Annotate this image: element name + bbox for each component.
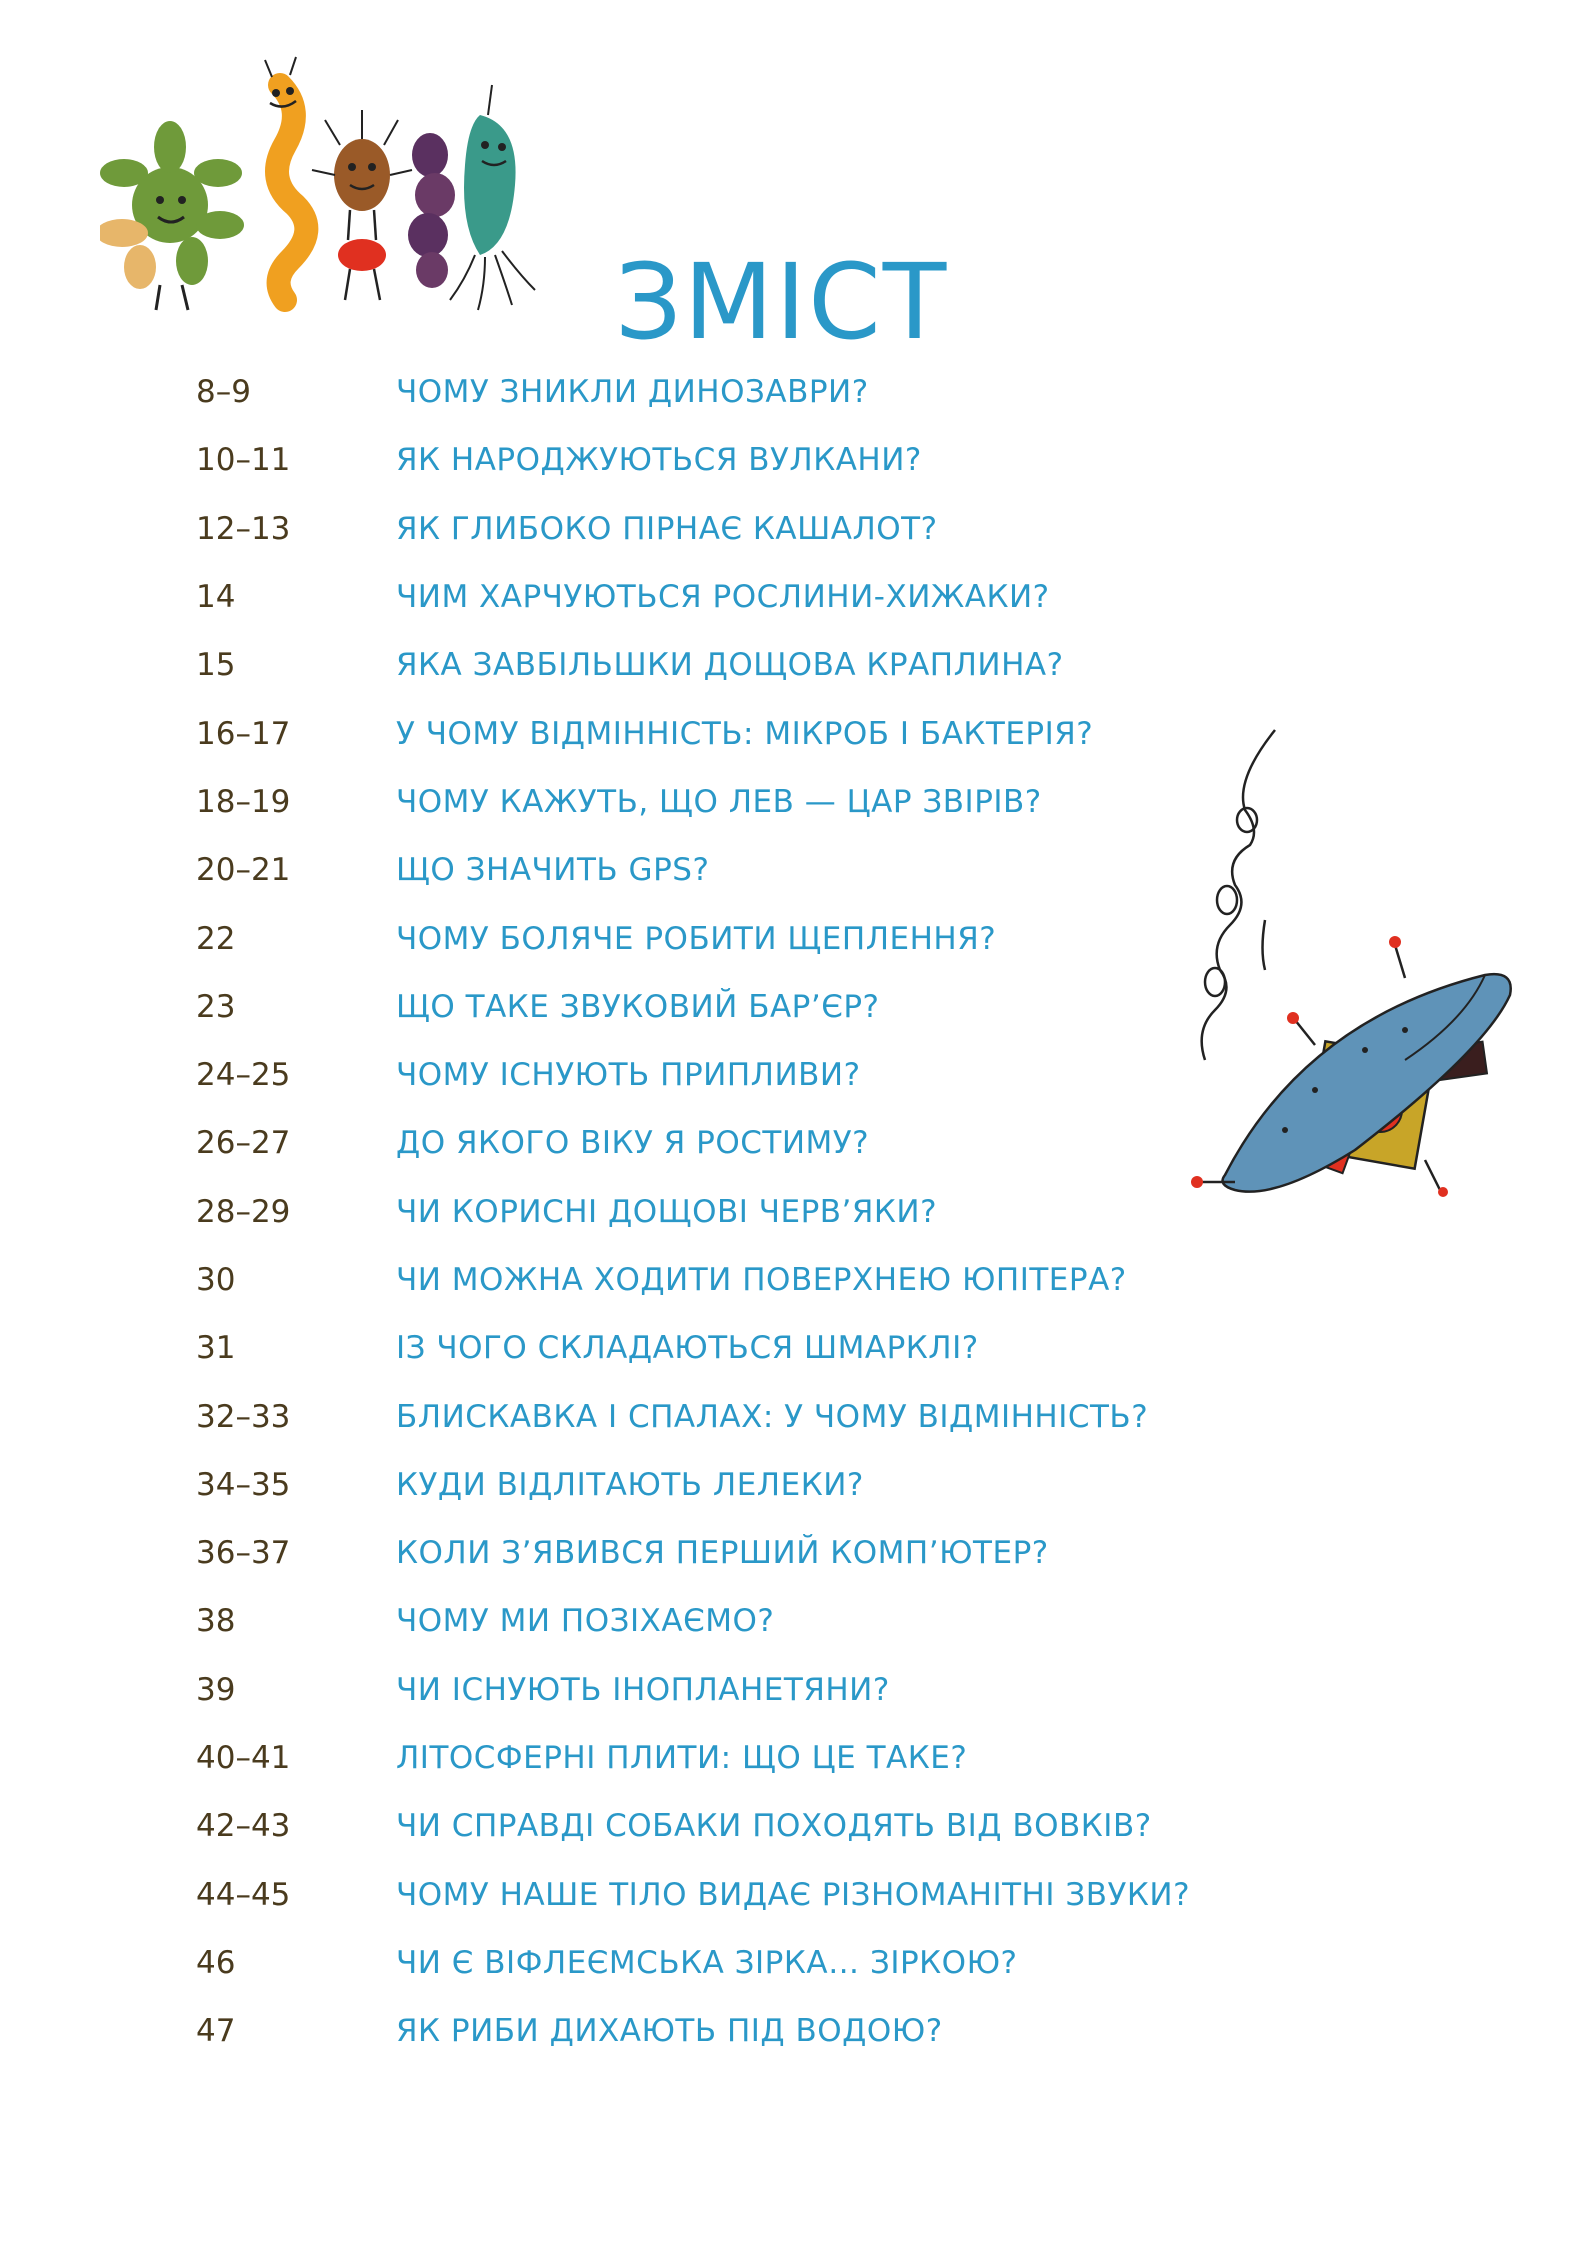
toc-page-number: 46 — [196, 1944, 236, 1981]
toc-row[interactable] — [196, 699, 1190, 767]
toc-question[interactable]: ЧОМУ БОЛЯЧЕ РОБИТИ ЩЕПЛЕННЯ? — [396, 920, 997, 957]
toc-page-number: 30 — [196, 1262, 236, 1298]
toc-row[interactable] — [196, 1997, 1190, 2065]
brown-microbe-icon — [312, 110, 412, 300]
toc-row[interactable] — [196, 836, 1190, 904]
toc-question[interactable]: ЯКА ЗАВБІЛЬШКИ ДОЩОВА КРАПЛИНА? — [396, 647, 1064, 684]
toc-row[interactable] — [196, 495, 1190, 563]
toc-row[interactable] — [196, 1861, 1190, 1929]
toc-question[interactable]: БЛИСКАВКА І СПАЛАХ: У ЧОМУ ВІДМІННІСТЬ? — [396, 1398, 1149, 1435]
toc-row[interactable] — [196, 1656, 1190, 1724]
toc-question[interactable]: ДО ЯКОГО ВІКУ Я РОСТИМУ? — [396, 1125, 870, 1162]
toc-page-number: 26–27 — [196, 1125, 291, 1162]
toc-page-number: 22 — [196, 920, 236, 957]
microbes-illustration-icon — [100, 55, 540, 325]
toc-row[interactable] — [196, 1246, 1190, 1314]
toc-question[interactable]: ЯК РИБИ ДИХАЮТЬ ПІД ВОДОЮ? — [396, 2013, 943, 2050]
toc-row[interactable] — [196, 1178, 1190, 1246]
toc-question[interactable]: ЧОМУ НАШЕ ТІЛО ВИДАЄ РІЗНОМАНІТНІ ЗВУКИ? — [396, 1876, 1191, 1913]
toc-row[interactable] — [196, 1587, 1190, 1655]
orange-worm-icon — [265, 57, 306, 300]
toc-page-number: 24–25 — [196, 1057, 291, 1094]
toc-question[interactable]: ЧИМ ХАРЧУЮТЬСЯ РОСЛИНИ-ХИЖАКИ? — [396, 579, 1050, 616]
toc-question[interactable]: ЧОМУ ЗНИКЛИ ДИНОЗАВРИ? — [396, 374, 869, 411]
toc-page-number: 47 — [196, 2013, 236, 2050]
toc-row[interactable] — [196, 426, 1190, 494]
toc-question[interactable]: ЧИ ІСНУЮТЬ ІНОПЛАНЕТЯНИ? — [396, 1671, 890, 1708]
toc-row[interactable] — [196, 1792, 1190, 1860]
toc-question[interactable]: КОЛИ З’ЯВИВСЯ ПЕРШИЙ КОМП’ЮТЕР? — [396, 1535, 1049, 1572]
toc-page-number: 40–41 — [196, 1740, 291, 1777]
flying-saucer-illustration-icon — [1165, 720, 1525, 1200]
toc-row[interactable] — [196, 973, 1190, 1041]
toc-page-number: 39 — [196, 1671, 236, 1708]
toc-question[interactable]: ЧИ СПРАВДІ СОБАКИ ПОХОДЯТЬ ВІД ВОВКІВ? — [396, 1808, 1152, 1845]
toc-page-number: 31 — [196, 1330, 236, 1367]
toc-question[interactable]: ЧОМУ ІСНУЮТЬ ПРИПЛИВИ? — [396, 1057, 861, 1094]
toc-page-number: 36–37 — [196, 1535, 291, 1572]
toc-row[interactable] — [196, 631, 1190, 699]
toc-question[interactable]: ЛІТОСФЕРНІ ПЛИТИ: ЩО ЦЕ ТАКЕ? — [396, 1740, 968, 1777]
toc-row[interactable] — [196, 358, 1190, 426]
page-title: ЗМІСТ — [615, 240, 949, 363]
toc-question[interactable]: ЧОМУ МИ ПОЗІХАЄМО? — [396, 1603, 775, 1640]
purple-microbe-icon — [408, 133, 455, 288]
toc-row[interactable] — [196, 1041, 1190, 1109]
toc-row[interactable] — [196, 1314, 1190, 1382]
toc-row[interactable] — [196, 1929, 1190, 1997]
toc-page-number: 20–21 — [196, 852, 291, 889]
toc-page-number: 34–35 — [196, 1466, 291, 1503]
toc-row[interactable] — [196, 563, 1190, 631]
toc-page-number: 38 — [196, 1603, 236, 1640]
toc-row[interactable] — [196, 904, 1190, 972]
toc-question[interactable]: ЧОМУ КАЖУТЬ, ЩО ЛЕВ — ЦАР ЗВІРІВ? — [396, 783, 1042, 820]
toc-question[interactable]: КУДИ ВІДЛІТАЮТЬ ЛЕЛЕКИ? — [396, 1466, 864, 1503]
toc-question[interactable]: ЩО ЗНАЧИТЬ GPS? — [396, 852, 710, 889]
toc-page-number: 42–43 — [196, 1808, 291, 1845]
toc-page-number: 18–19 — [196, 783, 291, 820]
toc-page-number: 16–17 — [196, 715, 291, 752]
toc-page-number: 32–33 — [196, 1398, 291, 1435]
toc-question[interactable]: ЩО ТАКЕ ЗВУКОВИЙ БАР’ЄР? — [396, 988, 880, 1025]
toc-question[interactable]: ЧИ МОЖНА ХОДИТИ ПОВЕРХНЕЮ ЮПІТЕРА? — [396, 1262, 1127, 1298]
toc-page-number: 23 — [196, 988, 236, 1025]
toc-row[interactable] — [196, 1451, 1190, 1519]
table-of-contents — [196, 358, 1190, 2065]
toc-page-number: 10–11 — [196, 442, 291, 479]
toc-question[interactable]: ЯК НАРОДЖУЮТЬСЯ ВУЛКАНИ? — [396, 442, 922, 479]
toc-page-number: 28–29 — [196, 1193, 291, 1230]
toc-row[interactable] — [196, 1724, 1190, 1792]
toc-row[interactable] — [196, 1382, 1190, 1450]
toc-row[interactable] — [196, 1519, 1190, 1587]
teal-microbe-icon — [450, 85, 535, 310]
toc-question[interactable]: ЯК ГЛИБОКО ПІРНАЄ КАШАЛОТ? — [396, 510, 938, 547]
toc-page-number: 12–13 — [196, 510, 291, 547]
toc-row[interactable] — [196, 768, 1190, 836]
toc-question[interactable]: У ЧОМУ ВІДМІННІСТЬ: МІКРОБ І БАКТЕРІЯ? — [396, 715, 1094, 752]
toc-question[interactable]: ІЗ ЧОГО СКЛАДАЮТЬСЯ ШМАРКЛІ? — [396, 1330, 979, 1367]
toc-page-number: 8–9 — [196, 374, 251, 411]
toc-page-number: 44–45 — [196, 1876, 291, 1913]
green-microbe-icon — [100, 121, 244, 310]
toc-question[interactable]: ЧИ КОРИСНІ ДОЩОВІ ЧЕРВ’ЯКИ? — [396, 1193, 938, 1230]
toc-question[interactable]: ЧИ Є ВІФЛЕЄМСЬКА ЗІРКА… ЗІРКОЮ? — [396, 1944, 1018, 1981]
toc-page-number: 15 — [196, 647, 236, 684]
toc-row[interactable] — [196, 1109, 1190, 1177]
toc-page-number: 14 — [196, 579, 236, 616]
